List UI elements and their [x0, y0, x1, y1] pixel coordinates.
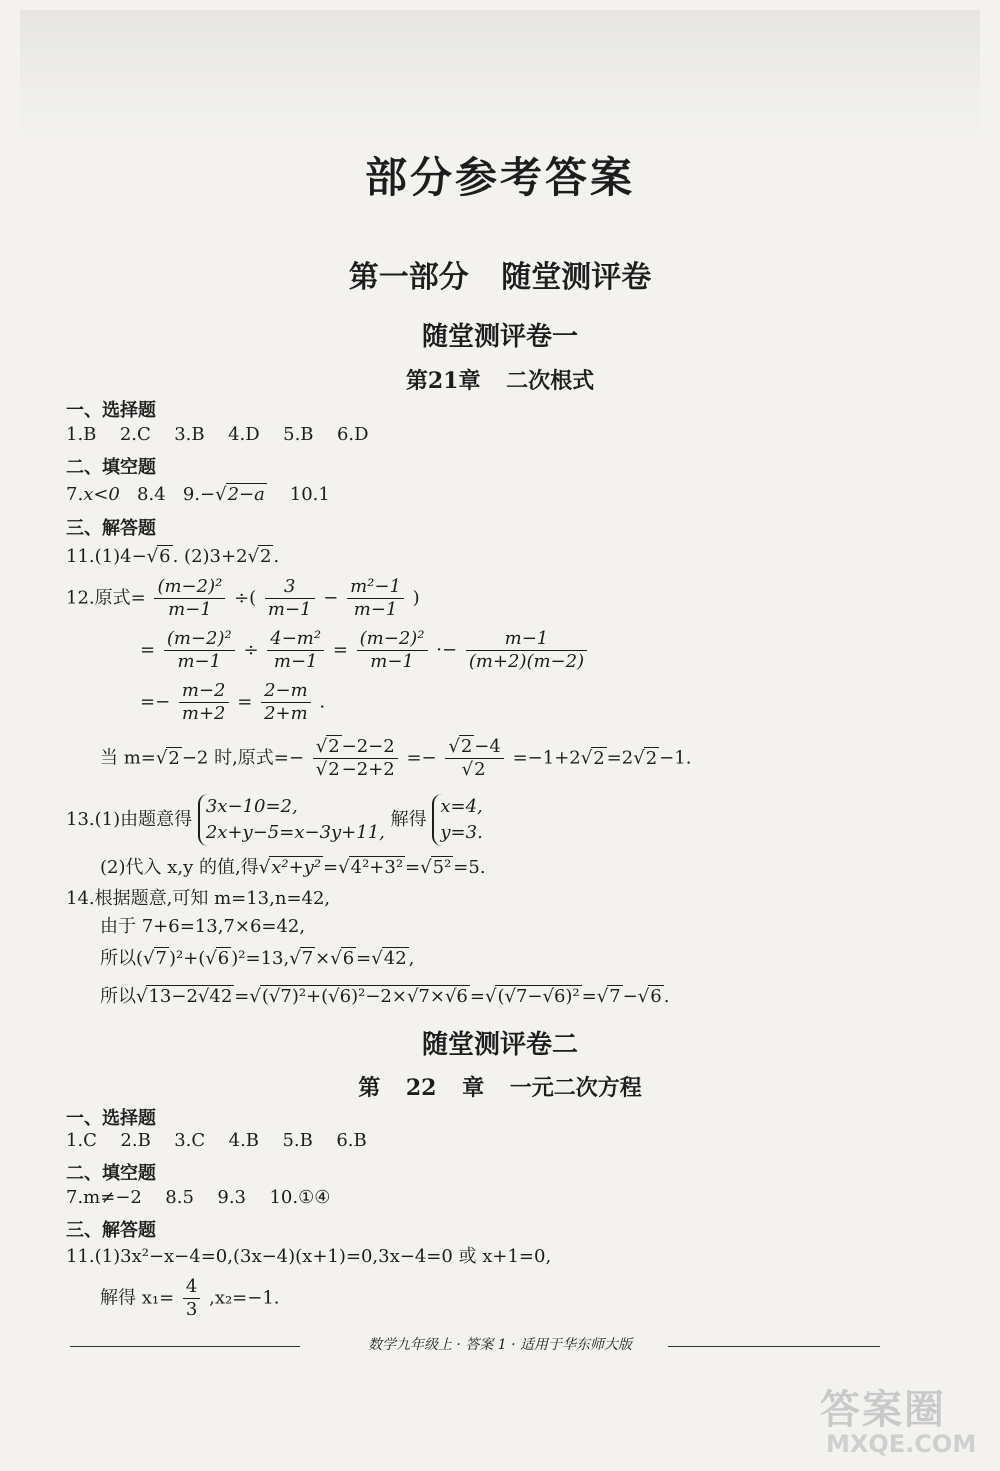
- paper2-q11-line1: 11.(1)3x²−x−4=0,(3x−4)(x+1)=0,3x−4=0 或 x+1=0,: [66, 1246, 552, 1267]
- paper1-section-choice: 一、选择题: [66, 400, 156, 421]
- solution-system: x=4, y=3.: [432, 794, 482, 846]
- part-title: 第一部分 随堂测评卷: [348, 260, 652, 295]
- fraction: $\frac{\text{(m−2)²}}{m-1}$: [154, 576, 225, 621]
- fraction: $\frac{4}{3}$: [183, 1276, 200, 1321]
- paper2-chapter: 第 22 章 一元二次方程: [358, 1075, 642, 1101]
- equation-system: 3x−10=2, 2x+y−5=x−3y+11,: [198, 794, 385, 846]
- paper2-q11-line2: 解得 x₁= $\frac{4}{3}$ ,x₂=−1.: [100, 1276, 280, 1320]
- q14-line4: 所以√13−2√42 =√(√7)²+(√6)²−2×√7×√6 =√(√7−√6)² =√7 −√6 .: [100, 986, 670, 1007]
- fraction: $\frac{√2 -4}{√2}$: [445, 736, 503, 781]
- page-title: 部分参考答案: [364, 153, 635, 202]
- fraction: $\frac{3}{m-1}$: [265, 576, 315, 621]
- q13-part2: (2)代入 x,y 的值,得√x²+y² =√4²+3² =√5² =5.: [100, 857, 486, 878]
- fraction: $\frac{m-2}{m+2}$: [179, 680, 229, 725]
- paper1-section-solve: 三、解答题: [66, 518, 156, 539]
- paper1-section-fill: 二、填空题: [66, 457, 156, 478]
- q12-line1: 12.原式= $\frac{\text{(m−2)²}}{m-1}$ ÷( $\frac{3}{m-1}$ − $\frac{\text{m²−1}}{m-1}$ ): [66, 576, 420, 620]
- paper2-choice-answers: 1.C 2.B 3.C 4.B 5.B 6.B: [66, 1130, 367, 1151]
- q12-line3: =− $\frac{m-2}{m+2}$ = $\frac{2-m}{2+m}$ .: [140, 680, 326, 724]
- q13-part1: 13.(1)由题意得 3x−10=2, 2x+y−5=x−3y+11, 解得 x=4, y=3.: [66, 794, 483, 846]
- paper1-choice-answers: 1.B 2.C 3.B 4.D 5.B 6.D: [66, 424, 369, 445]
- fraction: $\frac{\text{(m−2)²}}{m-1}$: [357, 628, 428, 673]
- paper2-fill-answers: 7.m≠−2 8.5 9.3 10.①④: [66, 1187, 331, 1208]
- q14-line3: 所以(√7 )²+(√6 )²=13,√7 ×√6 =√42 ,: [100, 948, 415, 969]
- fraction: $\frac{√2 -2-2}{√2 -2+2}$: [313, 736, 398, 781]
- fraction: $\frac{2-m}{2+m}$: [261, 680, 311, 725]
- q14-line1: 14.根据题意,可知 m=13,n=42,: [66, 888, 331, 909]
- q11-answer: 11.(1)4−√6 . (2)3+2√2 .: [66, 546, 280, 567]
- q14-line2: 由于 7+6=13,7×6=42,: [100, 916, 306, 937]
- scan-shadow: [20, 10, 980, 140]
- paper2-section-fill: 二、填空题: [66, 1163, 156, 1184]
- fraction: $\frac{\text{m²−1}}{m-1}$: [347, 576, 404, 621]
- fraction: $\frac{m-1}{(m+2)(m-2)}$: [466, 628, 587, 673]
- page-footer: 数学九年级上 · 答案 1 · 适用于华东师大版: [367, 1337, 633, 1353]
- paper2-title: 随堂测评卷二: [421, 1030, 578, 1060]
- paper1-fill-answers: 7.x<0 8.4 9.−√2−a 10.1: [66, 484, 330, 505]
- paper2-section-choice: 一、选择题: [66, 1108, 156, 1129]
- fraction: $\frac{\text{4−m²}}{m-1}$: [267, 628, 324, 673]
- fraction: $\frac{\text{(m−2)²}}{m-1}$: [164, 628, 235, 673]
- paper1-title: 随堂测评卷一: [421, 322, 578, 352]
- watermark-stamp: 答案圈 MXQE.COM: [820, 1386, 977, 1458]
- q12-substitution: 当 m=√2 −2 时,原式=− $\frac{√2 -2-2}{√2 -2+2}$ =− $\frac{√2 -4}{√2}$ =−1+2√2 =2√2 −1.: [100, 736, 692, 780]
- paper2-section-solve: 三、解答题: [66, 1220, 156, 1241]
- paper1-chapter: 第21章 二次根式: [405, 368, 595, 394]
- q12-line2: = $\frac{\text{(m−2)²}}{m-1}$ ÷ $\frac{\text{4−m²}}{m-1}$ = $\frac{\text{(m−2)²}}{m-1}$ ·− $\frac{m-1}{(m+2)(m-2)}$: [140, 628, 590, 673]
